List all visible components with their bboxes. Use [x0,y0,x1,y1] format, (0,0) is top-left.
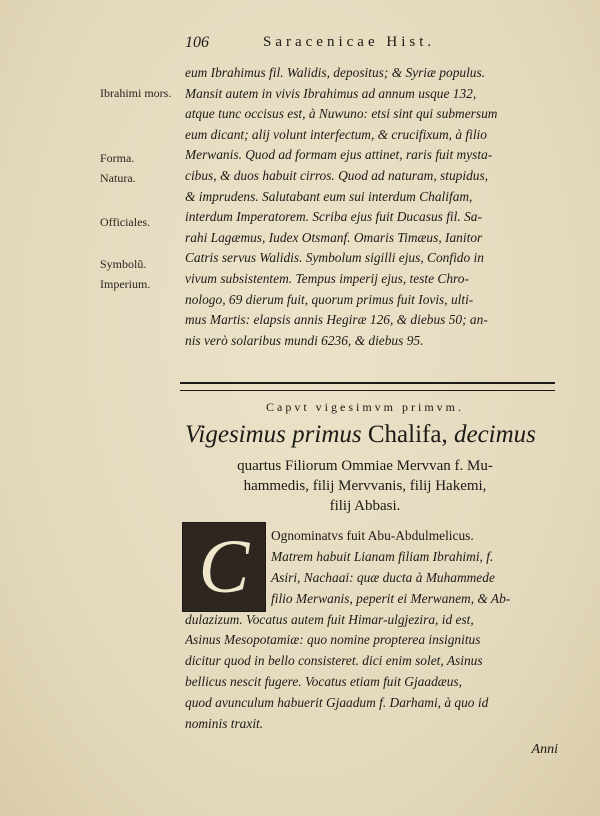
title-italic-tail: decimus [453,421,536,448]
para-line: Asinus Mesopotamiæ: quo nomine propterea insignitus [185,632,481,648]
chapter-subtitle [185,456,545,516]
para-line: bellicus nescit fugere. Vocatus etiam fuit Gjaadæus, [185,674,462,690]
margin-note-natura: Natura. [100,171,136,185]
body-line: interdum Imperatorem. Scriba ejus fuit Ducasus fil. Sa- [185,209,482,225]
body-line: nis verò solaribus mundi 6236, & diebus 95. [185,332,424,348]
para-line: dulazizum. Vocatus autem fuit Himar-ulgjezira, id est, [185,611,474,627]
body-line: Catris servus Walidis. Symbolum sigilli ejus, Confido in [185,250,484,266]
para-line: Ognominatvs fuit Abu-Abdulmelicus. [271,528,474,543]
page-number: 106 [185,34,209,51]
chapter-title [185,420,565,450]
title-roman: Chalifa, [367,421,448,448]
running-header [185,34,545,56]
body-line: eum dicant; alij volunt interfectum, & crucifixum, à filio [185,126,487,142]
subtitle-line: filij Abbasi. [329,498,401,514]
body-line: nologo, 69 dierum fuit, quorum primus fuit Iovis, ulti- [185,291,474,307]
margin-note-symbolum: Symbolũ. [100,257,147,271]
body-line: vivum subsistentem. Tempus imperij ejus, teste Chro- [185,270,469,286]
para-line: quod avunculum habuerit Gjaadum f. Darhami, à quo id [185,695,489,711]
para-line: Matrem habuit Lianam filiam Ibrahimi, f. [271,548,494,564]
body-line: Merwanis. Quod ad formam ejus attinet, raris fuit mysta- [185,147,493,163]
body-text [185,63,545,351]
initial-letter: C [198,525,250,609]
margin-note-officiales: Officiales. [100,215,151,229]
body-line: mus Martis: elapsis annis Hegiræ 126, & diebus 50; an- [185,312,488,328]
chapter-paragraph [185,526,545,735]
body-line: eum Ibrahimus fil. Walidis, depositus; & Syriæ populus. [185,65,486,80]
running-title: Saracenicae Hist. [263,34,436,50]
body-line: & imprudens. Salutabant eum sui interdum Chalifam, [185,188,473,204]
body-line: atque tunc occisus est, à Nuwuno: etsi sint qui submersum [185,106,498,122]
subtitle-line: hammedis, filij Mervvanis, filij Hakemi, [243,478,487,494]
para-line: Asiri, Nachaai: quæ ducta à Muhammede [271,569,495,585]
para-line: dicitur quod in bello consisteret. dici enim solet, Asinus [185,653,483,669]
catchword: Anni [531,742,558,757]
title-italic: Vigesimus primus [185,421,362,448]
body-line: cibus, & duos habuit cirros. Quod ad naturam, stupidus, [185,167,489,183]
margin-note-ibrahimi-mors: Ibrahimi mors. [100,86,172,100]
section-divider [180,382,555,391]
para-line: nominis traxit. [185,716,264,732]
body-line: rahi Lagæmus, Iudex Otsmanf. Omaris Timæus, Ianitor [185,229,483,245]
margin-note-forma: Forma. [100,151,135,165]
chapter-heading: Capvt vigesimvm primvm. [266,400,464,414]
margin-note-imperium: Imperium. [100,277,151,291]
body-line: Mansit autem in vivis Ibrahimus ad annum usque 132, [185,85,477,101]
subtitle-line: quartus Filiorum Ommiae Mervvan f. Mu- [237,458,493,474]
para-line: filio Merwanis, peperit ei Merwanem, & Ab- [271,590,511,606]
